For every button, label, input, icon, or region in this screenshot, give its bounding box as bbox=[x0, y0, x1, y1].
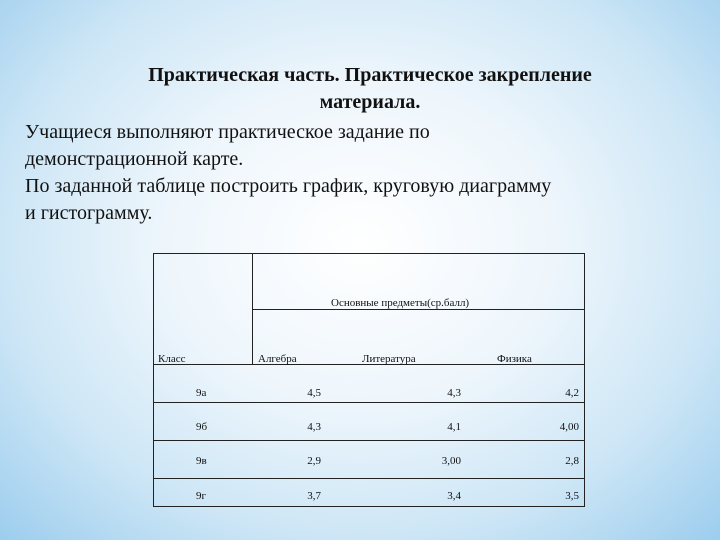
table-line bbox=[153, 440, 585, 441]
slide-title-line-1: Практическая часть. Практическое закрепление bbox=[148, 64, 592, 86]
cell-literature: 3,4 bbox=[447, 490, 461, 502]
cell-algebra: 4,5 bbox=[307, 387, 321, 399]
table-line bbox=[252, 309, 585, 310]
body-line-1: Учащиеся выполняют практическое задание по bbox=[25, 121, 430, 143]
cell-algebra: 4,3 bbox=[307, 421, 321, 433]
cell-algebra: 2,9 bbox=[307, 455, 321, 467]
row-class: 9г bbox=[196, 490, 207, 502]
table-line bbox=[153, 402, 585, 403]
row-class: 9а bbox=[196, 387, 207, 399]
body-line-4: и гистограмму. bbox=[25, 202, 153, 224]
cell-physics: 4,00 bbox=[559, 421, 579, 433]
row-class: 9б bbox=[196, 421, 208, 433]
table-line bbox=[252, 253, 253, 364]
cell-algebra: 3,7 bbox=[307, 490, 321, 502]
header-algebra: Алгебра bbox=[258, 353, 297, 365]
table-line bbox=[153, 506, 585, 507]
cell-physics: 4,2 bbox=[565, 387, 579, 399]
body-line-3: По заданной таблице построить график, круговую диаграмму bbox=[25, 175, 552, 197]
table-line bbox=[584, 253, 585, 507]
header-class: Класс bbox=[158, 353, 186, 365]
slide-title-line-2: материала. bbox=[319, 91, 421, 113]
cell-physics: 3,5 bbox=[565, 490, 579, 502]
cell-literature: 3,00 bbox=[441, 455, 461, 467]
body-line-2: демонстрационной карте. bbox=[25, 148, 244, 170]
table-line bbox=[153, 253, 585, 254]
row-class: 9в bbox=[196, 455, 207, 467]
table-group-header: Основные предметы(ср.балл) bbox=[331, 297, 470, 309]
header-physics: Физика bbox=[497, 353, 532, 365]
table-line bbox=[153, 253, 154, 507]
cell-physics: 2,8 bbox=[565, 455, 579, 467]
header-literature: Литература bbox=[362, 353, 416, 365]
table-line bbox=[153, 478, 585, 479]
cell-literature: 4,1 bbox=[447, 421, 461, 433]
cell-literature: 4,3 bbox=[447, 387, 461, 399]
